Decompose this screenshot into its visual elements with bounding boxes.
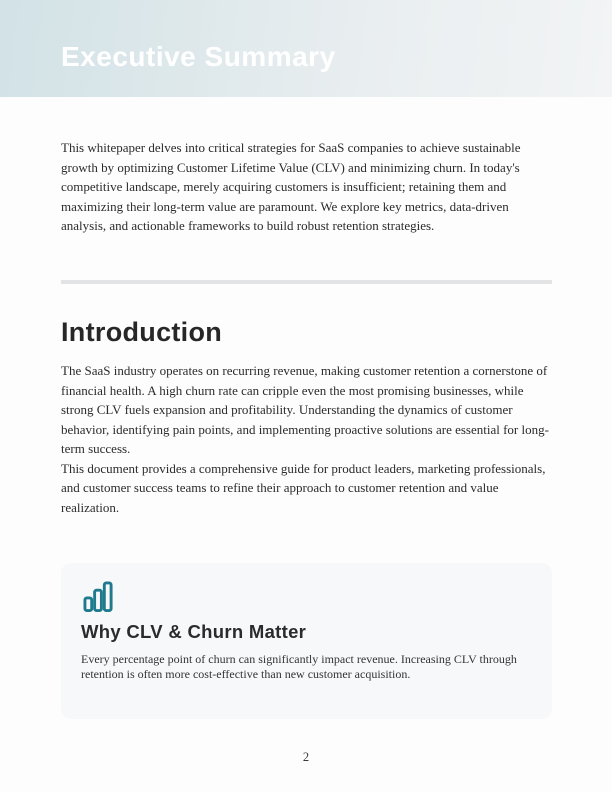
introduction-body	[61, 361, 552, 517]
callout-body-text: Every percentage point of churn can significantly impact revenue. Increasing CLV through retention is often more cost-effective than new customer acquisition.	[81, 652, 517, 681]
page-title: Executive Summary	[61, 41, 336, 72]
introduction-paragraph-2: This document provides a comprehensive guide for product leaders, marketing professionals, and customer success teams to refine their approach to customer retention and value realization.	[61, 460, 546, 515]
callout-heading: Why CLV & Churn Matter	[81, 621, 307, 643]
executive-summary-paragraph: This whitepaper delves into critical strategies for SaaS companies to achieve sustainable growth by optimizing Customer Lifetime Value (CLV) and minimizing churn. In today's competitive landscape, merely acquiring customers is insufficient; retaining them and maximizing their long-term value are paramount. We explore key metrics, data-driven analysis, and actionable frameworks to build robust retention strategies.	[61, 140, 521, 233]
callout-card	[61, 563, 552, 719]
introduction-paragraph-1: The SaaS industry operates on recurring revenue, making customer retention a cornerstone of financial health. A high churn rate can cripple even the most promising businesses, while strong CLV fuels expansion and profitability. Understanding the dynamics of customer behavior, identifying pain points, and implementing proactive solutions are essential for long-term success.	[61, 363, 549, 457]
page-content	[0, 138, 612, 719]
section-divider	[61, 280, 552, 284]
page-header-banner	[0, 0, 612, 97]
page-number: 2	[302, 750, 310, 764]
introduction-heading: Introduction	[61, 316, 223, 347]
bar-chart-icon	[81, 581, 528, 612]
